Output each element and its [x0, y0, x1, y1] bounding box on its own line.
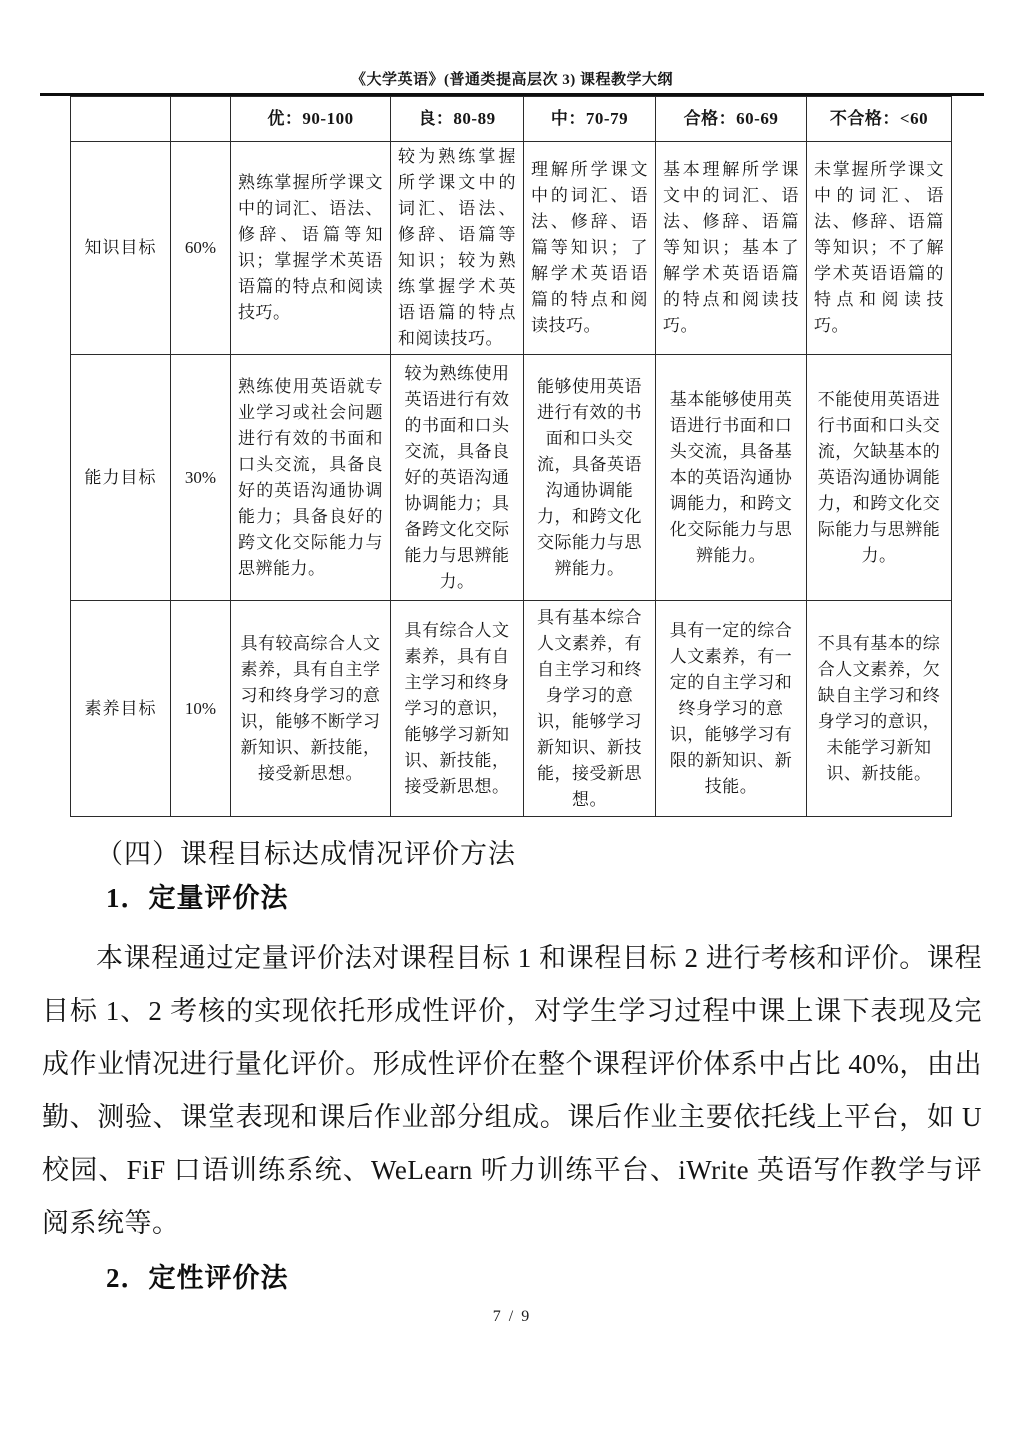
heading-quantitative-method: 1．定量评价法 — [106, 883, 289, 913]
quantitative-method-paragraph — [42, 932, 982, 1250]
col-header-pass: 合格：60-69 — [656, 97, 807, 142]
col-header-medium: 中：70-79 — [524, 97, 656, 142]
col-header-excellent: 优：90-100 — [231, 97, 391, 142]
running-header-title: 《大学英语》(普通类提高层次 3) 课程教学大纲 — [351, 72, 673, 88]
grading-criteria-table — [70, 96, 952, 817]
page-number: 7 / 9 — [492, 1308, 532, 1325]
cell-knowledge-excellent: 熟练掌握所学课文中的词汇、语法、修辞、语篇等知识；掌握学术英语语篇的特点和阅读技巧。 — [231, 142, 391, 355]
row-label-literacy: 素养目标 — [71, 601, 171, 817]
cell-ability-excellent: 熟练使用英语就专业学习或社会问题进行有效的书面和口头交流，具备良好的英语沟通协调能力；具备良好的跨文化交际能力与思辨能力。 — [231, 355, 391, 601]
table-header-row — [71, 97, 952, 142]
cell-literacy-fail: 不具有基本的综合人文素养，欠缺自主学习和终身学习的意识，未能学习新知识、新技能。 — [807, 601, 952, 817]
table-row-literacy — [71, 601, 952, 817]
paragraph-line: 勤、测验、课堂表现和课后作业部分组成。课后作业主要依托线上平台，如 U — [42, 1102, 982, 1132]
cell-ability-fail: 不能使用英语进行书面和口头交流，欠缺基本的英语沟通协调能力，和跨文化交际能力与思辨能力。 — [807, 355, 952, 601]
paragraph-line: 校园、FiF 口语训练系统、WeLearn 听力训练平台、iWrite 英语写作教学与评 — [42, 1155, 982, 1185]
col-header-good: 良：80-89 — [391, 97, 524, 142]
paragraph-line: 阅系统等。 — [42, 1208, 180, 1238]
heading-qualitative-method: 2．定性评价法 — [106, 1263, 289, 1293]
paragraph-line: 本课程通过定量评价法对课程目标 1 和课程目标 2 进行考核和评价。课程 — [96, 943, 982, 973]
cell-knowledge-pass: 基本理解所学课文中的词汇、语法、修辞、语篇等知识；基本了解学术英语语篇的特点和阅读技巧。 — [656, 142, 807, 355]
cell-literacy-good: 具有综合人文素养，具有自主学习和终身学习的意识，能够学习新知识、新技能，接受新思想。 — [391, 601, 524, 817]
section-heading-four: （四）课程目标达成情况评价方法 — [96, 839, 516, 869]
table-row-ability — [71, 355, 952, 601]
table-corner-cell — [71, 97, 171, 142]
cell-knowledge-good: 较为熟练掌握所学课文中的词汇、语法、修辞、语篇等知识；较为熟练掌握学术英语语篇的特点和阅读技巧。 — [391, 142, 524, 355]
row-label-knowledge: 知识目标 — [71, 142, 171, 355]
cell-ability-medium: 能够使用英语进行有效的书面和口头交流，具备英语沟通协调能力，和跨文化交际能力与思辨能力。 — [524, 355, 656, 601]
cell-literacy-medium: 具有基本综合人文素养，有自主学习和终身学习的意识，能够学习新知识、新技能，接受新思想。 — [524, 601, 656, 817]
cell-knowledge-fail: 未掌握所学课文中的词汇、语法、修辞、语篇等知识；不了解学术英语语篇的特点和阅读技巧。 — [807, 142, 952, 355]
cell-ability-pass: 基本能够使用英语进行书面和口头交流，具备基本的英语沟通协调能力，和跨文化交际能力与思辨能力。 — [656, 355, 807, 601]
cell-knowledge-medium: 理解所学课文中的词汇、语法、修辞、语篇等知识；了解学术英语语篇的特点和阅读技巧。 — [524, 142, 656, 355]
row-label-ability: 能力目标 — [71, 355, 171, 601]
table-corner-cell — [171, 97, 231, 142]
row-weight-literacy: 10% — [171, 601, 231, 817]
paragraph-line: 成作业情况进行量化评价。形成性评价在整个课程评价体系中占比 40%，由出 — [42, 1049, 982, 1079]
cell-literacy-pass: 具有一定的综合人文素养，有一定的自主学习和终身学习的意识，能够学习有限的新知识、新技能。 — [656, 601, 807, 817]
row-weight-knowledge: 60% — [171, 142, 231, 355]
table-row-knowledge — [71, 142, 952, 355]
paragraph-line: 目标 1、2 考核的实现依托形成性评价，对学生学习过程中课上课下表现及完 — [42, 996, 982, 1026]
cell-ability-good: 较为熟练使用英语进行有效的书面和口头交流，具备良好的英语沟通协调能力；具备跨文化交际能力与思辨能力。 — [391, 355, 524, 601]
row-weight-ability: 30% — [171, 355, 231, 601]
col-header-fail: 不合格：<60 — [807, 97, 952, 142]
cell-literacy-excellent: 具有较高综合人文素养，具有自主学习和终身学习的意识，能够不断学习新知识、新技能，接受新思想。 — [231, 601, 391, 817]
